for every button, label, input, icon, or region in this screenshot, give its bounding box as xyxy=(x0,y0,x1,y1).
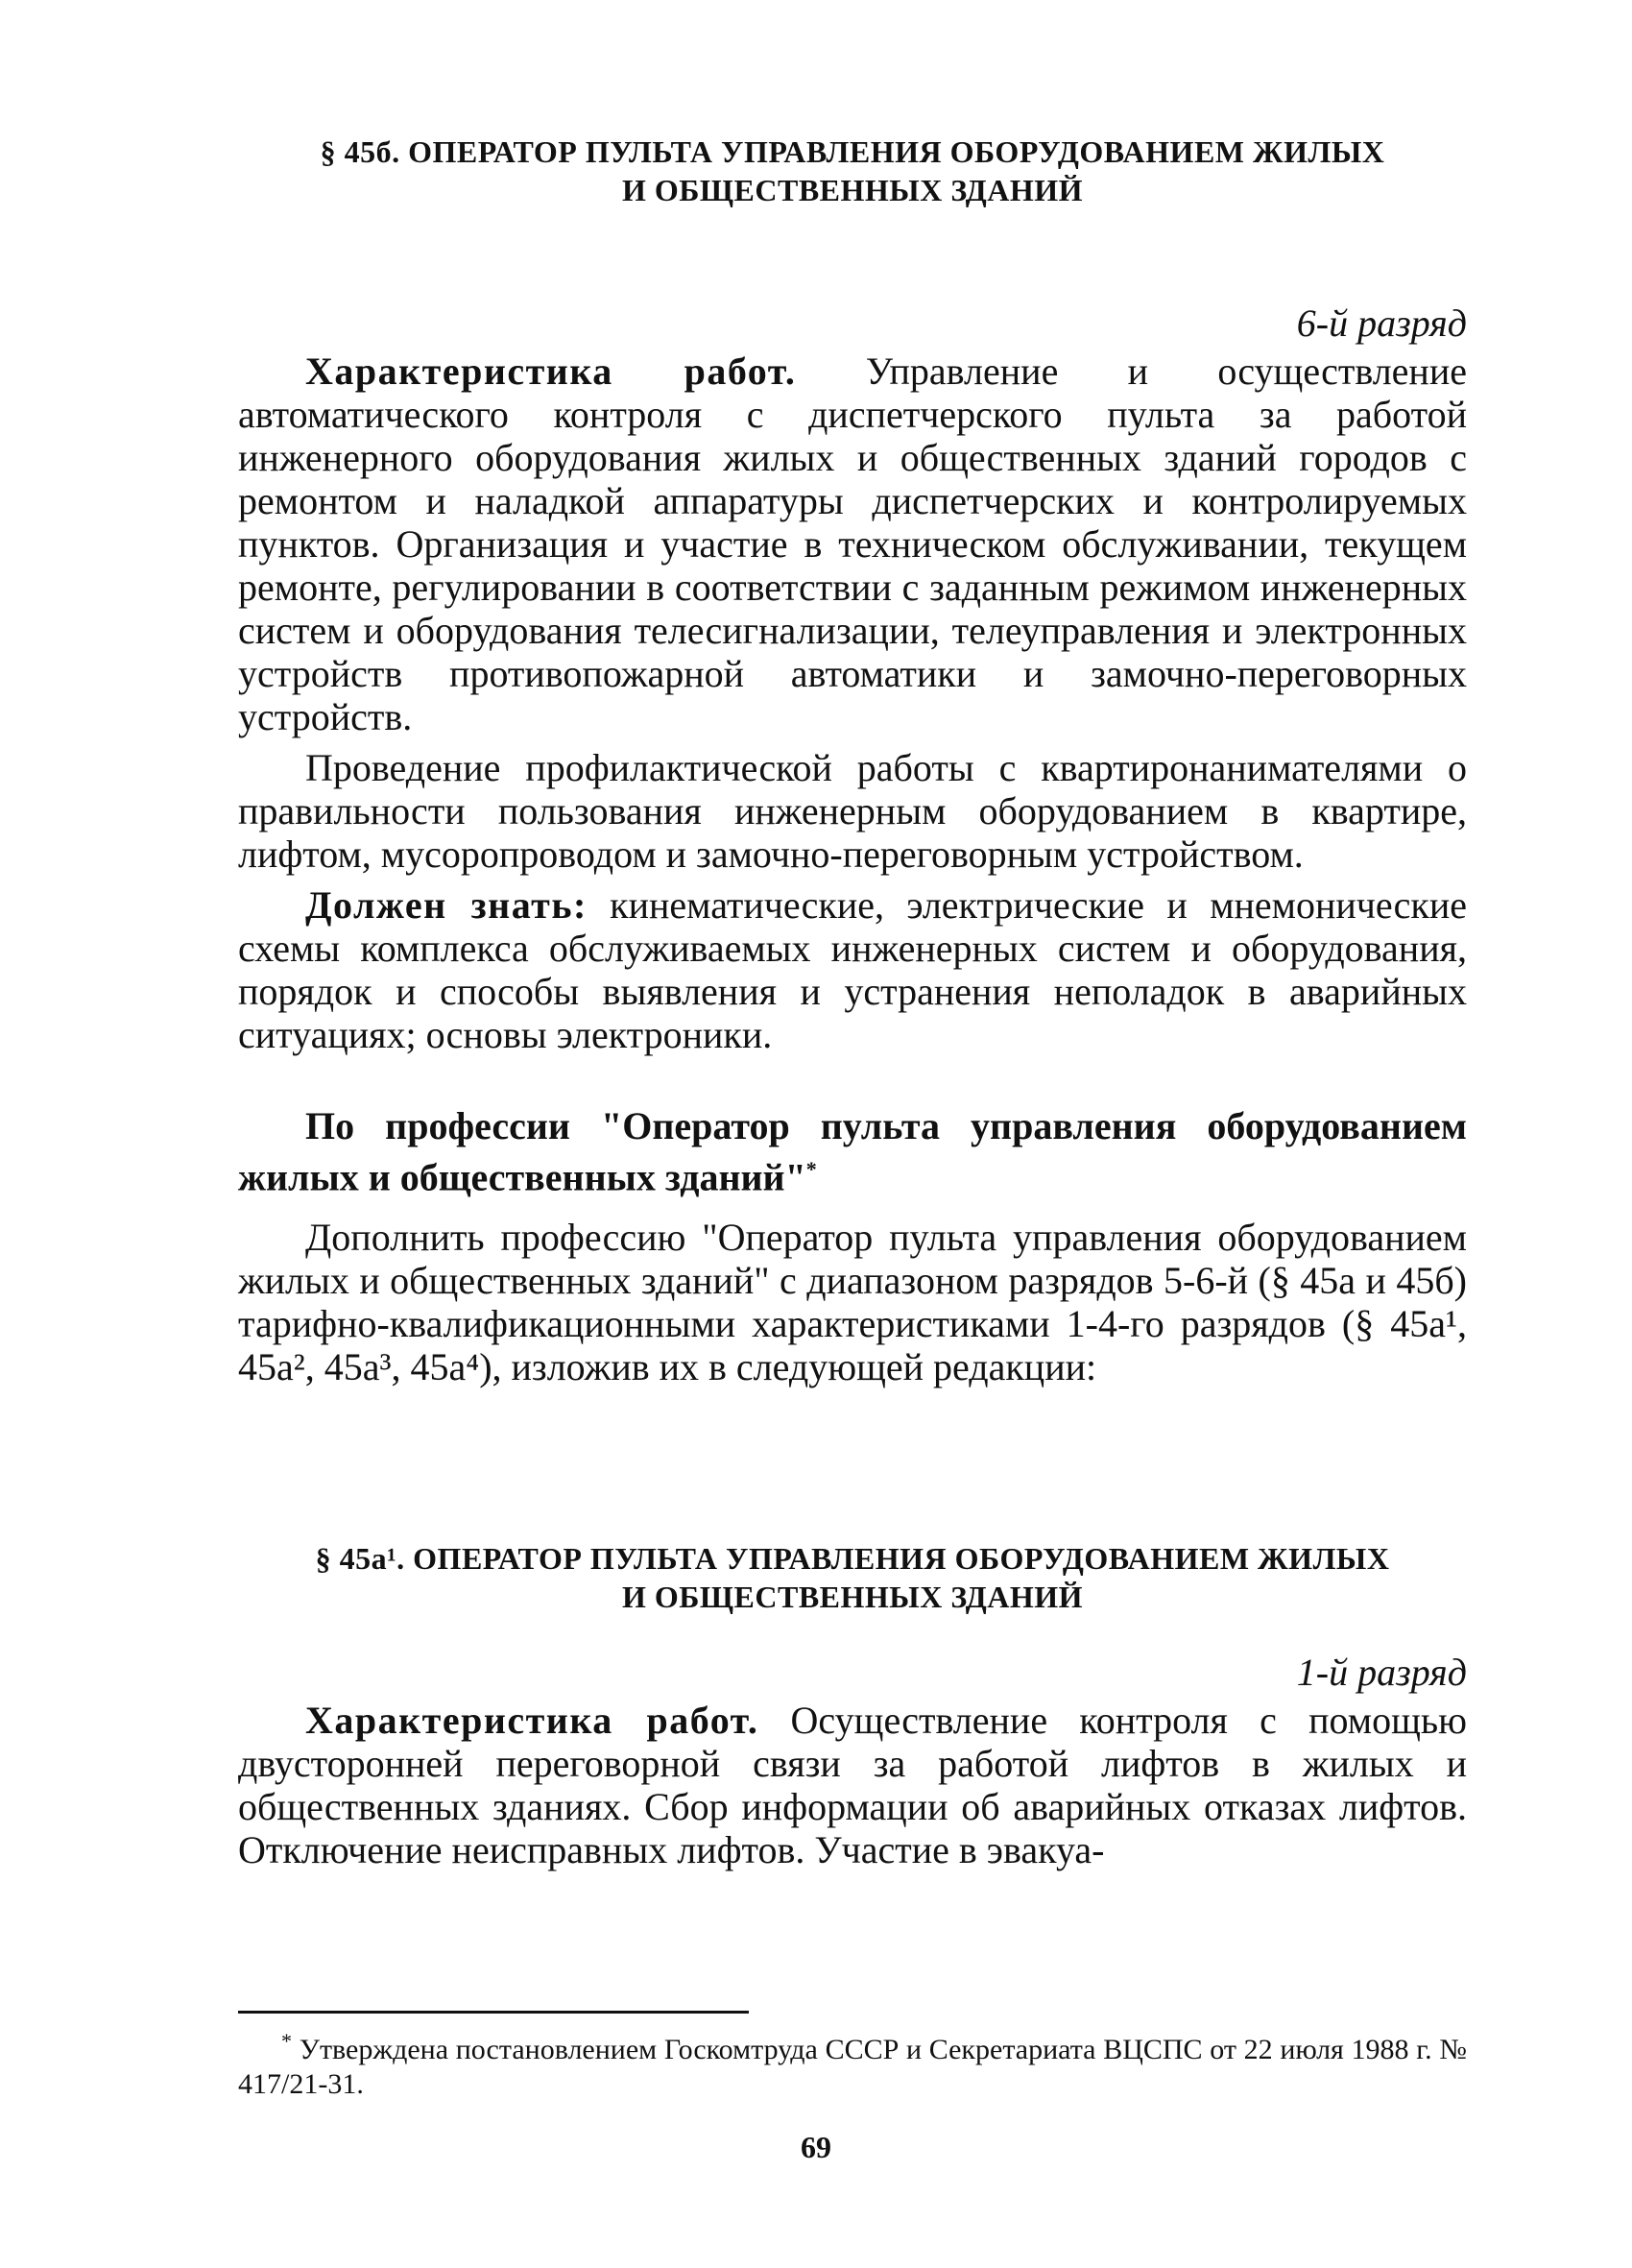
footnote-reference: * xyxy=(805,1157,817,1181)
footnote-mark: * xyxy=(281,2029,292,2053)
section-45a1-title: § 45а¹. ОПЕРАТОР ПУЛЬТА УПРАВЛЕНИЯ ОБОРУДОВАНИЕМ ЖИЛЫХ И ОБЩЕСТВЕННЫХ ЗДАНИЙ xyxy=(315,1541,1390,1614)
footnote-divider xyxy=(238,2011,749,2014)
section-45b-prevention: Проведение профилактической работы с квартиронанимателями о правильности пользования инженерным оборудованием в квартире, лифтом, мусоропроводом и замочно-переговорным устройством. xyxy=(238,746,1467,876)
section-45b-characteristics: Характеристика работ. Управление и осуществление автоматического контроля с диспетчерского пульта за работой инженерного оборудования жилых и общественных зданий городов с ремонтом и наладкой аппаратуры диспетчерских и контролируемых пунктов. Организация и участие в техническом обслуживании, текущем ремонте, регулировании в соответствии с заданным режимом инженерных систем и оборудования телесигнализации, телеуправления и электронных устройств противопожарной автоматики и замочно-переговорных устройств. xyxy=(238,350,1467,738)
section-45b-title: § 45б. ОПЕРАТОР ПУЛЬТА УПРАВЛЕНИЯ ОБОРУДОВАНИЕМ ЖИЛЫХ И ОБЩЕСТВЕННЫХ ЗДАНИЙ xyxy=(320,134,1385,207)
footnote-text: Утверждена постановлением Госкомтруда СССР и Секретариата ВЦСПС от 22 июля 1988 г. № 417/21-31. xyxy=(238,2034,1467,2100)
footnote xyxy=(238,2024,1467,2102)
page-number: 69 xyxy=(801,2130,831,2164)
profession-text: Дополнить профессию "Оператор пульта управления оборудованием жилых и общественных зданий" с диапазоном разрядов 5-6-й (§ 45а и 45б) тарифно-квалификационными характеристиками 1-4-го разрядов (§ 45а¹, 45а², 45а³, 45а⁴), изложив их в следующей редакции: xyxy=(238,1216,1467,1389)
section-45a1-grade: 1-й разряд xyxy=(1296,1651,1467,1694)
profession-block xyxy=(238,1104,1467,1388)
section-45a1-characteristics: Характеристика работ. Осуществление контроля с помощью двусторонней переговорной связи за работой лифтов в жилых и общественных зданиях. Сбор информации об аварийных отказах лифтов. Отключение неисправных лифтов. Участие в эвакуа- xyxy=(238,1699,1467,1871)
section-45b xyxy=(238,133,1467,1056)
characteristics-lead: Характеристика работ. xyxy=(305,350,797,393)
characteristics-lead: Характеристика работ. xyxy=(305,1699,759,1742)
section-45a1 xyxy=(238,1539,1467,1871)
section-45b-grade: 6-й разряд xyxy=(1296,302,1467,345)
profession-subheading: По профессии "Оператор пульта управления оборудованием жилых и общественных зданий"* xyxy=(238,1104,1467,1199)
must-know-lead: Должен знать: xyxy=(305,883,588,927)
section-45b-must-know: Должен знать: кинематические, электрические и мнемонические схемы комплекса обслуживаемых инженерных систем и оборудования, порядок и способы выявления и устранения неполадок в аварийных ситуациях; основы электроники. xyxy=(238,883,1468,1056)
